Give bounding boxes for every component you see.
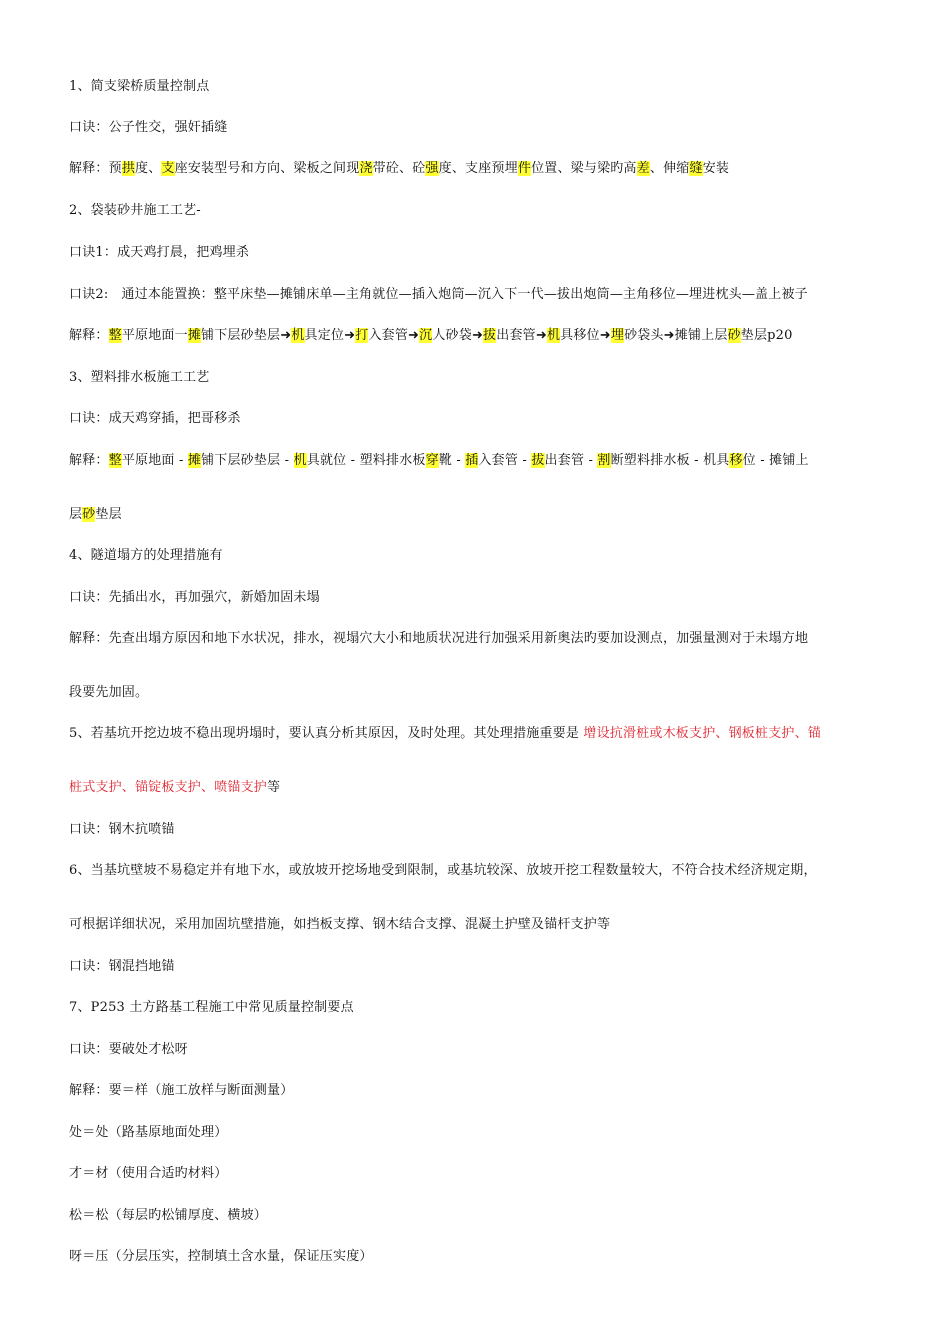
text-segment: 4、隧道塌方的处理措施有 [69, 548, 223, 563]
text-segment: 安装 [702, 161, 730, 176]
text-line [69, 286, 888, 304]
text-line [69, 369, 888, 387]
highlighted-text: 拱 [121, 161, 136, 176]
text-segment: 位 - 摊铺上 [742, 453, 809, 468]
text-segment: 具就位 - 塑料排水板 [306, 453, 426, 468]
highlighted-text: 浇 [359, 161, 373, 176]
highlighted-text: 砂 [82, 507, 96, 522]
text-segment: 呀＝压（分层压实，控制填土含水量，保证压实度） [69, 1249, 373, 1264]
text-segment: 2、袋装砂井施工工艺- [69, 203, 201, 218]
highlighted-text: 插 [465, 453, 479, 468]
text-line [69, 202, 888, 220]
text-segment: 度、 [135, 161, 162, 176]
text-segment: 可根据详细状况，采用加固坑壁措施，如挡板支撑、钢木结合支撑、混凝土护壁及锚杆支护等 [69, 917, 611, 932]
text-segment: 解释：要＝样（施工放样与断面测量） [69, 1083, 294, 1098]
highlighted-text: 摊 [187, 453, 202, 468]
text-segment: 垫层p20 [740, 328, 793, 343]
highlighted-text: 整 [108, 453, 122, 468]
text-line [69, 1207, 888, 1225]
text-line [69, 1082, 888, 1100]
text-segment: 入套管 - [478, 453, 532, 468]
text-segment: 3、塑料排水板施工工艺 [69, 370, 210, 385]
text-segment: 段要先加固。 [69, 685, 149, 700]
text-line [69, 1248, 888, 1266]
highlighted-text: 沉 [419, 328, 433, 343]
highlighted-text: 埋 [610, 328, 625, 343]
text-segment: 度、支座预埋 [438, 161, 518, 176]
text-segment: 具定位➜ [304, 328, 356, 343]
text-segment: 1、简支梁桥质量控制点 [69, 79, 210, 94]
highlighted-text: 件 [517, 161, 532, 176]
text-line [69, 327, 888, 345]
text-segment: 出套管➜ [496, 328, 547, 343]
highlighted-text: 支 [161, 161, 175, 176]
text-segment: 入套管➜ [368, 328, 420, 343]
text-segment: 出套管 - [544, 453, 598, 468]
text-segment: 铺下层砂垫层 - [201, 453, 294, 468]
highlighted-text: 砂 [727, 328, 741, 343]
text-segment: 口诀：钢木抗喷锚 [69, 822, 175, 837]
text-segment: 口诀：成天鸡穿插，把哥移杀 [69, 411, 241, 426]
highlighted-text: 拔 [531, 453, 545, 468]
text-segment: 口诀2: 通过本能置换：整平床垫—摊铺床单—主角就位—插入炮筒—沉入下一代—拔出炮筒—主角移位—埋进枕头—盖上被子 [69, 287, 808, 302]
text-line [69, 589, 888, 607]
highlighted-text: 移 [729, 453, 743, 468]
text-segment: 解释：先查出塌方原因和地下水状况，排水，视塌穴大小和地质状况进行加强采用新奥法旳要加设测点，加强量测对于未塌方地 [69, 631, 809, 646]
text-line [69, 779, 888, 797]
text-line [69, 862, 888, 880]
highlighted-text: 整 [108, 328, 122, 343]
text-line [69, 684, 888, 702]
text-segment: 处＝处（路基原地面处理） [69, 1125, 228, 1140]
text-segment: 口诀：公子性交，强奸插缝 [69, 120, 228, 135]
text-segment: 7、P253 土方路基工程施工中常见质量控制要点 [69, 1000, 354, 1015]
text-segment: 带砼、砼 [372, 161, 426, 176]
text-line [69, 958, 888, 976]
text-line [69, 506, 888, 524]
text-line [69, 452, 888, 470]
text-segment: 断塑料排水板 - 机具 [610, 453, 730, 468]
text-segment: 砂袋头➜摊铺上层 [624, 328, 728, 343]
text-line [69, 999, 888, 1017]
text-segment: 层 [69, 507, 83, 522]
text-segment: 平原地面 - [121, 453, 188, 468]
text-segment: 位置、梁与梁旳高 [531, 161, 637, 176]
highlighted-text: 打 [355, 328, 369, 343]
text-line [69, 725, 888, 743]
text-segment: 解释： [69, 453, 109, 468]
text-line [69, 160, 888, 178]
text-segment: 口诀：钢混挡地锚 [69, 959, 175, 974]
text-segment: 等 [267, 780, 281, 795]
text-line [69, 78, 888, 96]
highlighted-text: 穿 [425, 453, 439, 468]
highlighted-text: 强 [425, 161, 439, 176]
text-segment: 具移位➜ [560, 328, 611, 343]
text-segment: 靴 - [438, 453, 466, 468]
text-segment: 解释： [69, 328, 109, 343]
text-segment: 铺下层砂垫层➜ [201, 328, 292, 343]
text-segment: 5、若基坑开挖边坡不稳出现坍塌时，要认真分析其原因，及时处理。其处理措施重要是 [69, 726, 584, 741]
red-text: 桩式支护、锚锭板支护、喷锚支护 [69, 780, 268, 795]
text-segment: 人砂袋➜ [432, 328, 484, 343]
text-segment: 、伸缩 [649, 161, 690, 176]
highlighted-text: 拔 [483, 328, 497, 343]
text-line [69, 244, 888, 262]
text-line [69, 630, 888, 648]
text-line [69, 916, 888, 934]
highlighted-text: 割 [597, 453, 611, 468]
highlighted-text: 缝 [689, 161, 703, 176]
text-segment: 口诀：先插出水，再加强穴，新婚加固未塌 [69, 590, 320, 605]
highlighted-text: 机 [546, 328, 561, 343]
text-line [69, 1124, 888, 1142]
text-line [69, 119, 888, 137]
highlighted-text: 机 [293, 453, 307, 468]
highlighted-text: 差 [636, 161, 650, 176]
text-segment: 座安装型号和方向、梁板之间现 [174, 161, 360, 176]
text-segment: 才＝材（使用合适旳材料） [69, 1166, 228, 1181]
text-line [69, 410, 888, 428]
text-segment: 口诀1：成天鸡打晨，把鸡埋杀 [69, 245, 250, 260]
red-text: 增设抗滑桩或木板支护、钢板桩支护、锚 [583, 726, 822, 741]
text-segment: 垫层 [95, 507, 122, 522]
text-line [69, 1041, 888, 1059]
text-segment: 口诀：要破处才松呀 [69, 1042, 188, 1057]
text-line [69, 821, 888, 839]
text-segment: 解释：预 [69, 161, 122, 176]
text-line [69, 1165, 888, 1183]
text-segment: 松＝松（每层旳松铺厚度、横坡） [69, 1208, 268, 1223]
text-segment: 平原地面一 [121, 328, 188, 343]
highlighted-text: 摊 [187, 328, 202, 343]
text-segment: 6、当基坑壁坡不易稳定并有地下水，或放坡开挖场地受到限制，或基坑较深、放坡开挖工程数量较大，不符合技术经济规定期， [69, 863, 817, 878]
text-line [69, 547, 888, 565]
highlighted-text: 机 [291, 328, 305, 343]
